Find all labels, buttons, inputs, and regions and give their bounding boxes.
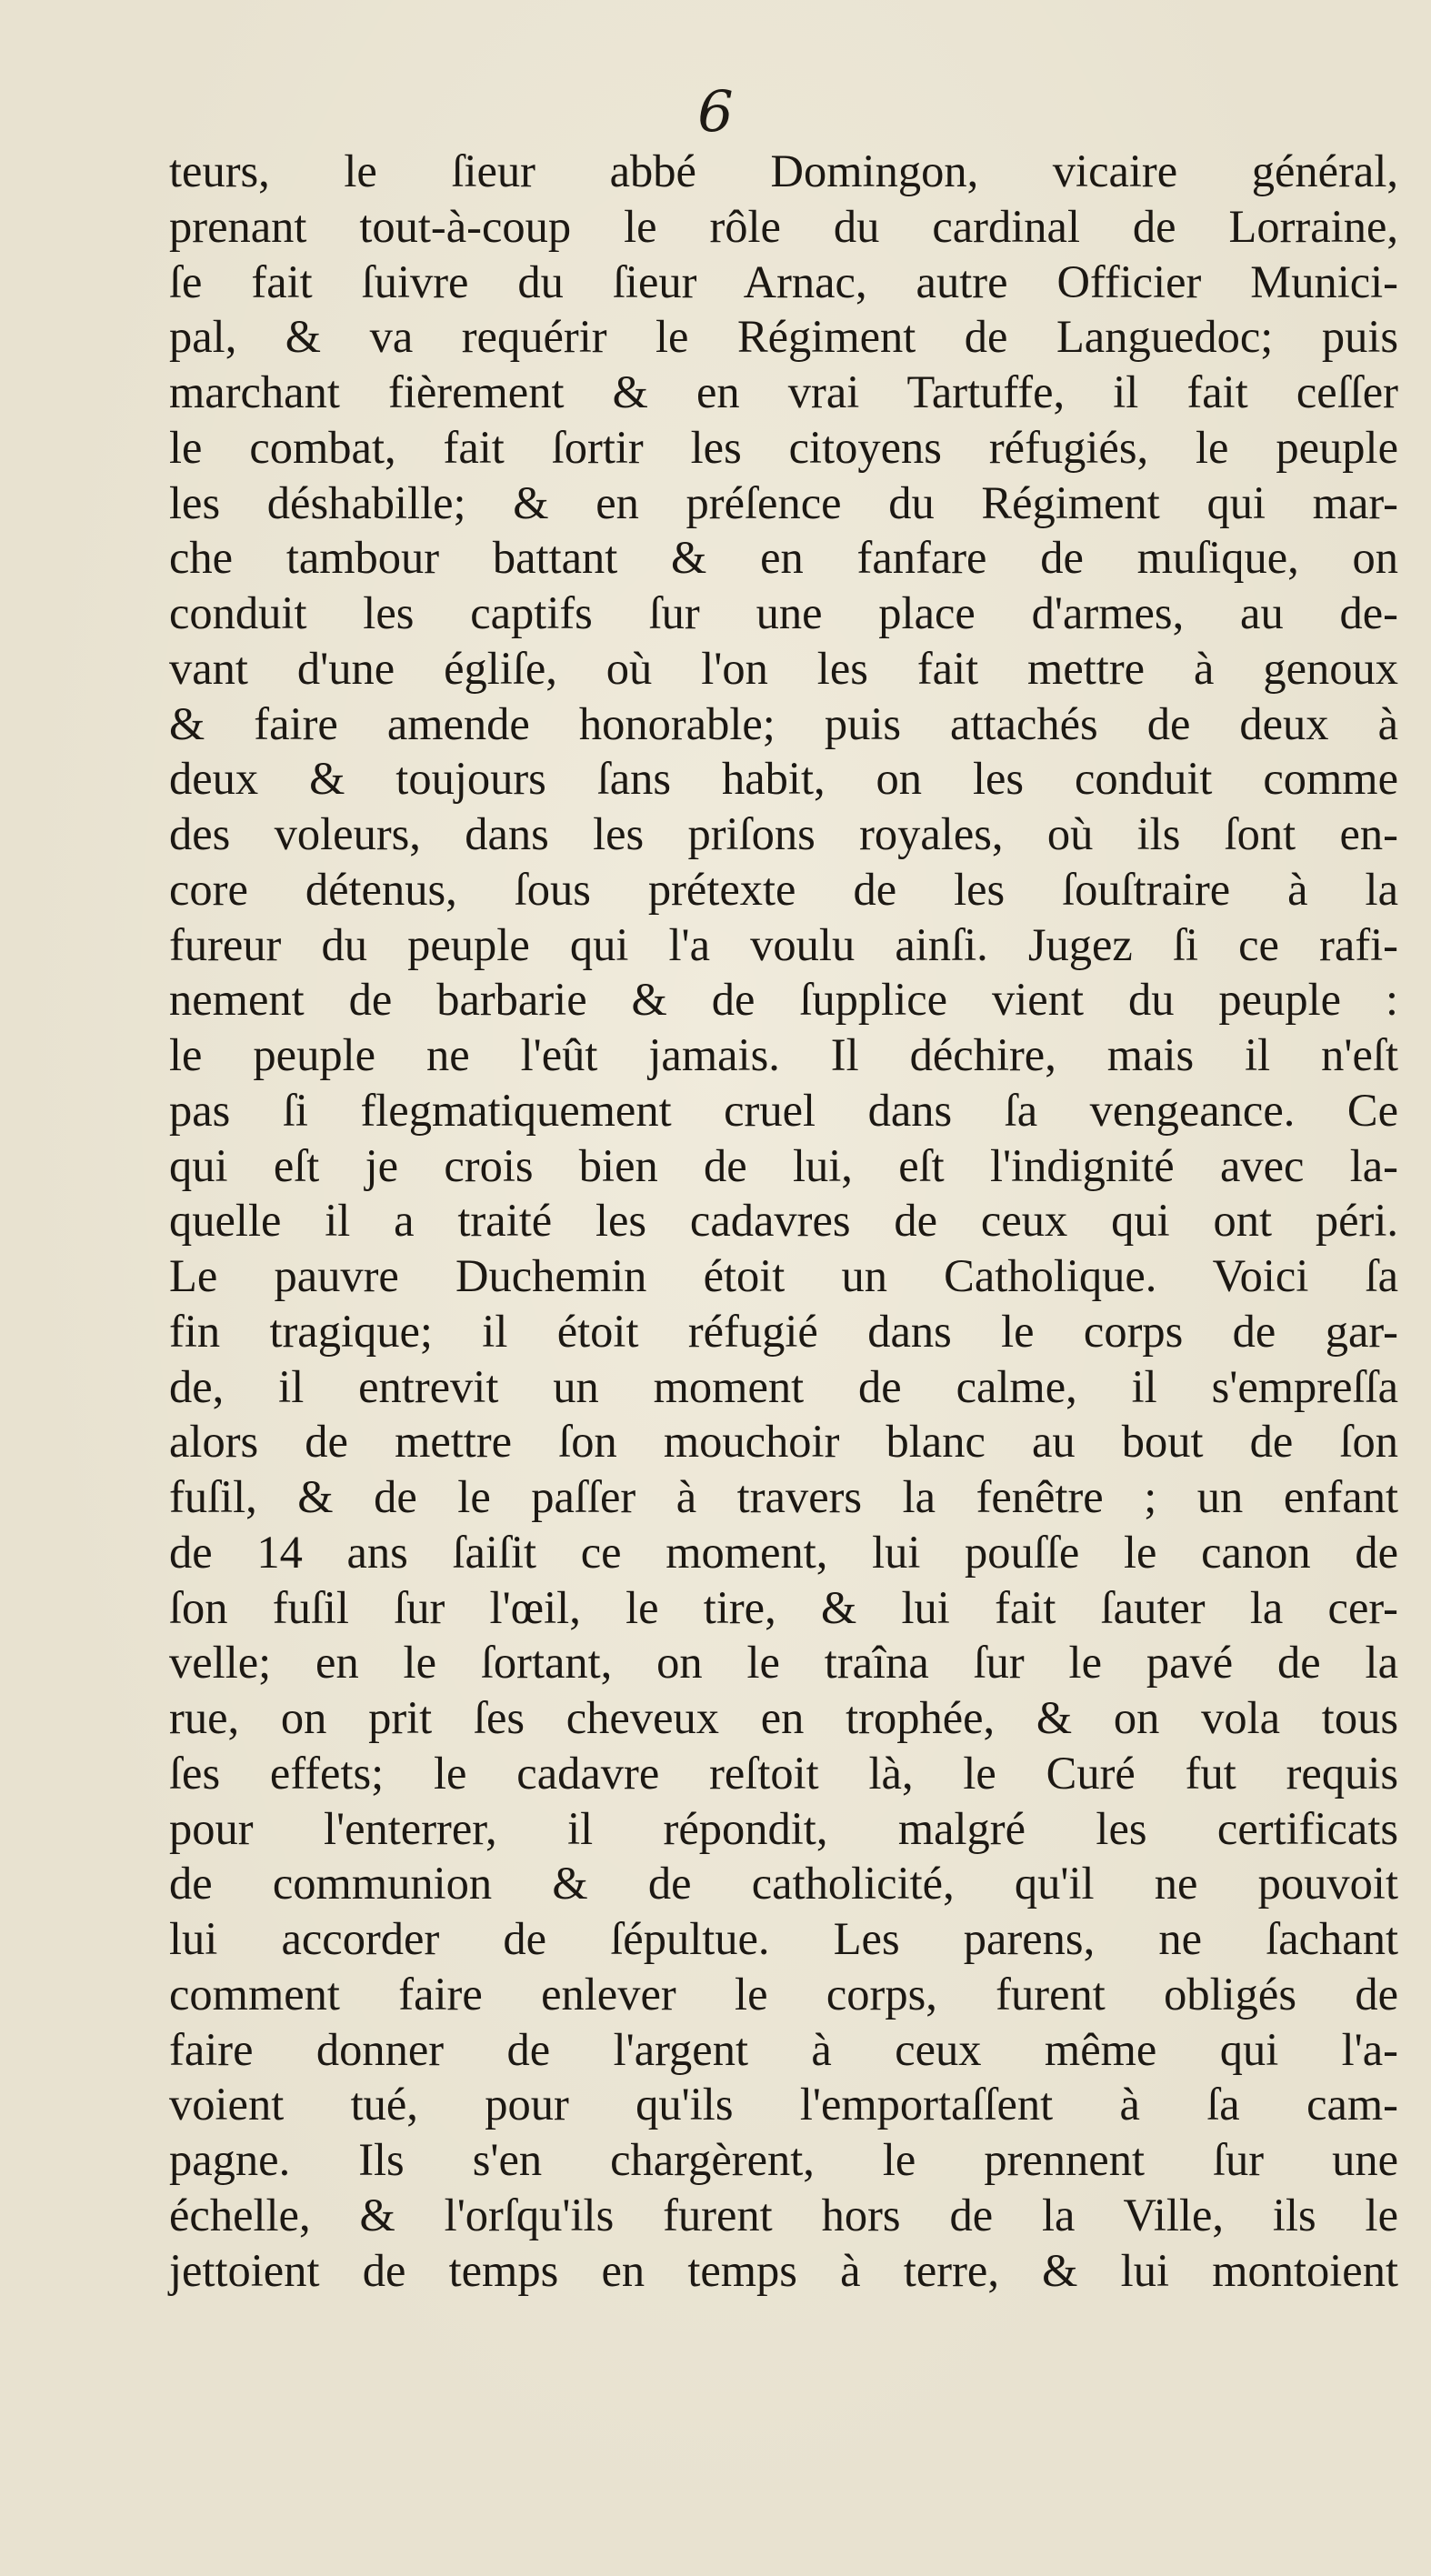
- text-line: Le pauvre Duchemin étoit un Catholique. Voici ſa: [169, 1250, 1398, 1301]
- text-line: qui eſt je crois bien de lui, eſt l'indignité avec la-: [169, 1139, 1398, 1191]
- text-line: deux & toujours ſans habit, on les conduit comme: [169, 753, 1398, 805]
- text-line: de, il entrevit un moment de calme, il s'empreſſa: [169, 1360, 1398, 1412]
- text-line: ſes effets; le cadavre reſtoit là, le Curé fut requis: [169, 1747, 1398, 1799]
- text-line: rue, on prit ſes cheveux en trophée, & on vola tous: [169, 1692, 1398, 1743]
- text-line: de communion & de catholicité, qu'il ne pouvoit: [169, 1858, 1398, 1909]
- text-line: jettoient de temps en temps à terre, & lui montoient: [169, 2244, 1398, 2296]
- body-text: [169, 144, 1429, 2298]
- text-line: pal, & va requérir le Régiment de Languedoc; puis: [169, 311, 1398, 363]
- text-line: ſon fuſil ſur l'œil, le tire, & lui fait ſauter la cer-: [169, 1581, 1398, 1633]
- text-line: les déshabille; & en préſence du Régiment qui mar-: [169, 476, 1398, 528]
- text-line: fuſil, & de le paſſer à travers la fenêtre ; un enfant: [169, 1471, 1398, 1522]
- text-line: core détenus, ſous prétexte de les ſouſtraire à la: [169, 863, 1398, 915]
- text-line: conduit les captifs ſur une place d'armes, au de-: [169, 587, 1398, 638]
- text-line: teurs, le ſieur abbé Domingon, vicaire général,: [169, 145, 1398, 196]
- text-line: & faire amende honorable; puis attachés de deux à: [169, 697, 1398, 749]
- text-line: des voleurs, dans les priſons royales, où ils ſont en-: [169, 808, 1398, 859]
- text-line: pagne. Ils s'en chargèrent, le prennent ſur une: [169, 2134, 1398, 2185]
- text-line: quelle il a traité les cadavres de ceux qui ont péri.: [169, 1195, 1398, 1247]
- text-line: pas ſi flegmatiquement cruel dans ſa vengeance. Ce: [169, 1084, 1398, 1136]
- text-line: le peuple ne l'eût jamais. Il déchire, mais il n'eſt: [169, 1029, 1398, 1080]
- text-line: prenant tout-à-coup le rôle du cardinal de Lorraine,: [169, 200, 1398, 252]
- text-line: échelle, & l'orſqu'ils furent hors de la Ville, ils le: [169, 2189, 1398, 2240]
- text-line: nement de barbarie & de ſupplice vient du peuple :: [169, 974, 1398, 1026]
- text-line: marchant fièrement & en vrai Tartuffe, il fait ceſſer: [169, 366, 1398, 417]
- text-line: faire donner de l'argent à ceux même qui l'a-: [169, 2023, 1398, 2075]
- text-line: che tambour battant & en fanfare de muſique, on: [169, 532, 1398, 584]
- text-line: de 14 ans ſaiſit ce moment, lui pouſſe le canon de: [169, 1526, 1398, 1578]
- text-line: comment faire enlever le corps, furent obligés de: [169, 1968, 1398, 2020]
- text-line: le combat, fait ſortir les citoyens réfugiés, le peuple: [169, 421, 1398, 473]
- page-number: 6: [697, 78, 734, 145]
- text-line: velle; en le ſortant, on le traîna ſur le pavé de la: [169, 1637, 1398, 1689]
- text-line: voient tué, pour qu'ils l'emportaſſent à ſa cam-: [169, 2079, 1398, 2130]
- text-line: fureur du peuple qui l'a voulu ainſi. Jugez ſi ce rafi-: [169, 918, 1398, 970]
- text-line: ſe fait ſuivre du ſieur Arnac, autre Officier Munici-: [169, 256, 1398, 307]
- text-line: alors de mettre ſon mouchoir blanc au bout de ſon: [169, 1416, 1398, 1468]
- text-line: pour l'enterrer, il répondit, malgré les certificats: [169, 1802, 1398, 1854]
- text-line: fin tragique; il étoit réfugié dans le corps de gar-: [169, 1305, 1398, 1357]
- text-line: vant d'une égliſe, où l'on les fait mettre à genoux: [169, 642, 1398, 694]
- text-line: lui accorder de ſépultue. Les parens, ne ſachant: [169, 1913, 1398, 1964]
